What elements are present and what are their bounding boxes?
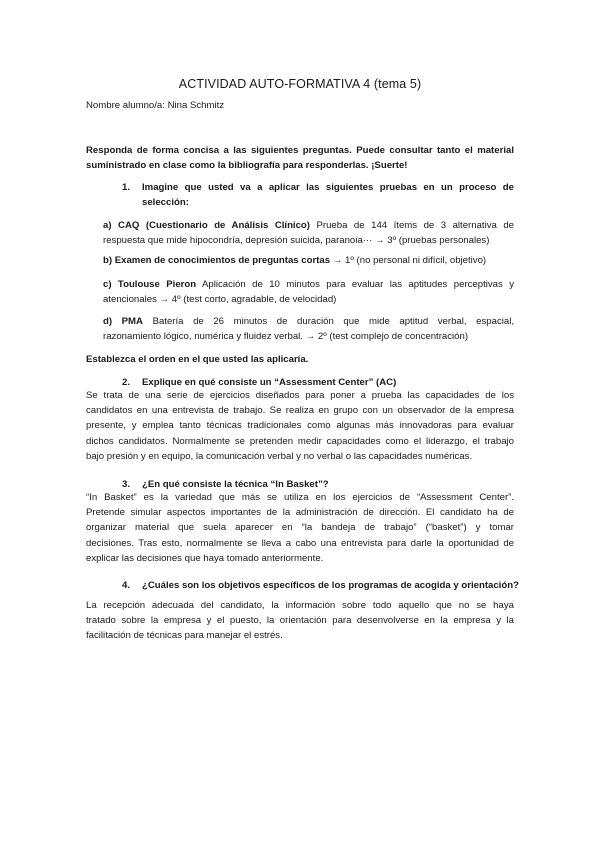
question-1-footer: Establezca el orden en el que usted las aplicaría. [86,354,309,365]
answer-2-line: presente, y emplea tanto técnicas tradicionales como algunas más innovadoras para evaluar [86,420,514,432]
answer-3-line: decisiones. Tras esto, normalmente se lleva a cabo una entrevista para darle la oportunidad de [86,537,514,549]
answer-4-line: La recepción adecuada del candidato, la información sobre todo aquello que no se haya [86,600,514,611]
instructions [86,143,514,173]
document-title: ACTIVIDAD AUTO-FORMATIVA 4 (tema 5) [178,77,422,91]
question-2-text: Explique en qué consiste un “Assessment Center” (AC) [142,377,397,388]
question-3-number: 3. [122,479,131,490]
answer-2-line: bajo presión y en equipo, la comunicación verbal y no verbal o las capacidades numéricas. [86,450,473,462]
student-name-line: Nombre alumno/a: Nina Schmitz [86,100,225,111]
item-c-label: c) Toulouse Pieron [103,279,197,290]
answer-3-line: explicar las decisiones que haya tomado anteriormente. [86,552,324,564]
item-c [103,277,514,307]
instructions-line: Responda de forma concisa a las siguientes preguntas. Puede consultar tanto el material [86,145,514,156]
item-b-answer: → 1º (no personal ni difícil, objetivo) [332,255,487,266]
item-d-description: Batería de 26 minutos de duración que mide aptitud verbal, espacial, [152,316,515,327]
question-2-number: 2. [122,377,131,388]
item-d-label: d) PMA [103,316,143,327]
item-b [103,253,514,268]
item-b-label: b) Examen de conocimientos de preguntas cortas [103,255,331,266]
answer-4 [86,598,514,644]
answer-2-line: Se trata de una serie de ejercicios diseñados para poner a prueba las capacidades de los [86,390,514,401]
answer-2-line: dichos candidatos. Normalmente se pretenden medir capacidades como el liderazgo, el trabajo [86,435,514,447]
item-d [103,314,514,344]
instructions-line: suministrado en clase como la bibliografía para responderlas. ¡Suerte! [86,160,408,172]
item-a-description: Prueba de 144 ítems de 3 alternativa de [316,220,514,231]
question-1-text [142,180,514,210]
answer-2-line: candidatos en una entrevista de trabajo. Se realiza en grupo con un observador de la empresa [86,405,514,417]
answer-3 [86,490,514,566]
item-d-answer: razonamiento lógico, numérica y fluidez verbal. → 2º (test complejo de concentración) [103,331,469,343]
item-a-answer: respuesta que mide hipocondría, depresión suicida, paranoia··· → 3º (pruebas personales) [103,235,490,247]
item-a [103,218,514,248]
item-a-label: a) CAQ [103,220,140,231]
answer-3-line: organizar material que suela aparecer en “la bandeja de trabajo” (“basket”) y tomar [86,522,514,534]
question-3-text: ¿En qué consiste la técnica “In Basket”? [142,479,329,490]
item-c-description: Aplicación de 10 minutos para evaluar las aptitudes perceptivas y [202,279,514,290]
question-4-text: ¿Cuáles son los objetivos específicos de los programas de acogida y orientación? [142,580,519,591]
question-4-number: 4. [122,580,131,591]
question-1-number: 1. [122,182,131,193]
answer-3-line: “In Basket” es la variedad que más se utiliza en los ejercicios de “Assessment Center”. [86,492,514,503]
answer-4-line: facilitación de técnicas para manejar el estrés. [86,630,283,642]
answer-2 [86,388,514,464]
item-a-fullname: (Cuestionario de Análisis Clínico) [145,220,310,231]
answer-4-line: tratado sobre la empresa y el puesto, la orientación para desenvolverse en la empresa y la [86,615,514,627]
item-c-answer: atencionales → 4º (test corto, agradable, de velocidad) [103,294,337,306]
answer-3-line: Pretende simular aspectos importantes de la administración de dirección. El candidato ha de [86,507,514,519]
question-1-line: Imagine que usted va a aplicar las siguientes pruebas en un proceso de [142,182,514,193]
question-1-line: selección: [142,197,189,209]
